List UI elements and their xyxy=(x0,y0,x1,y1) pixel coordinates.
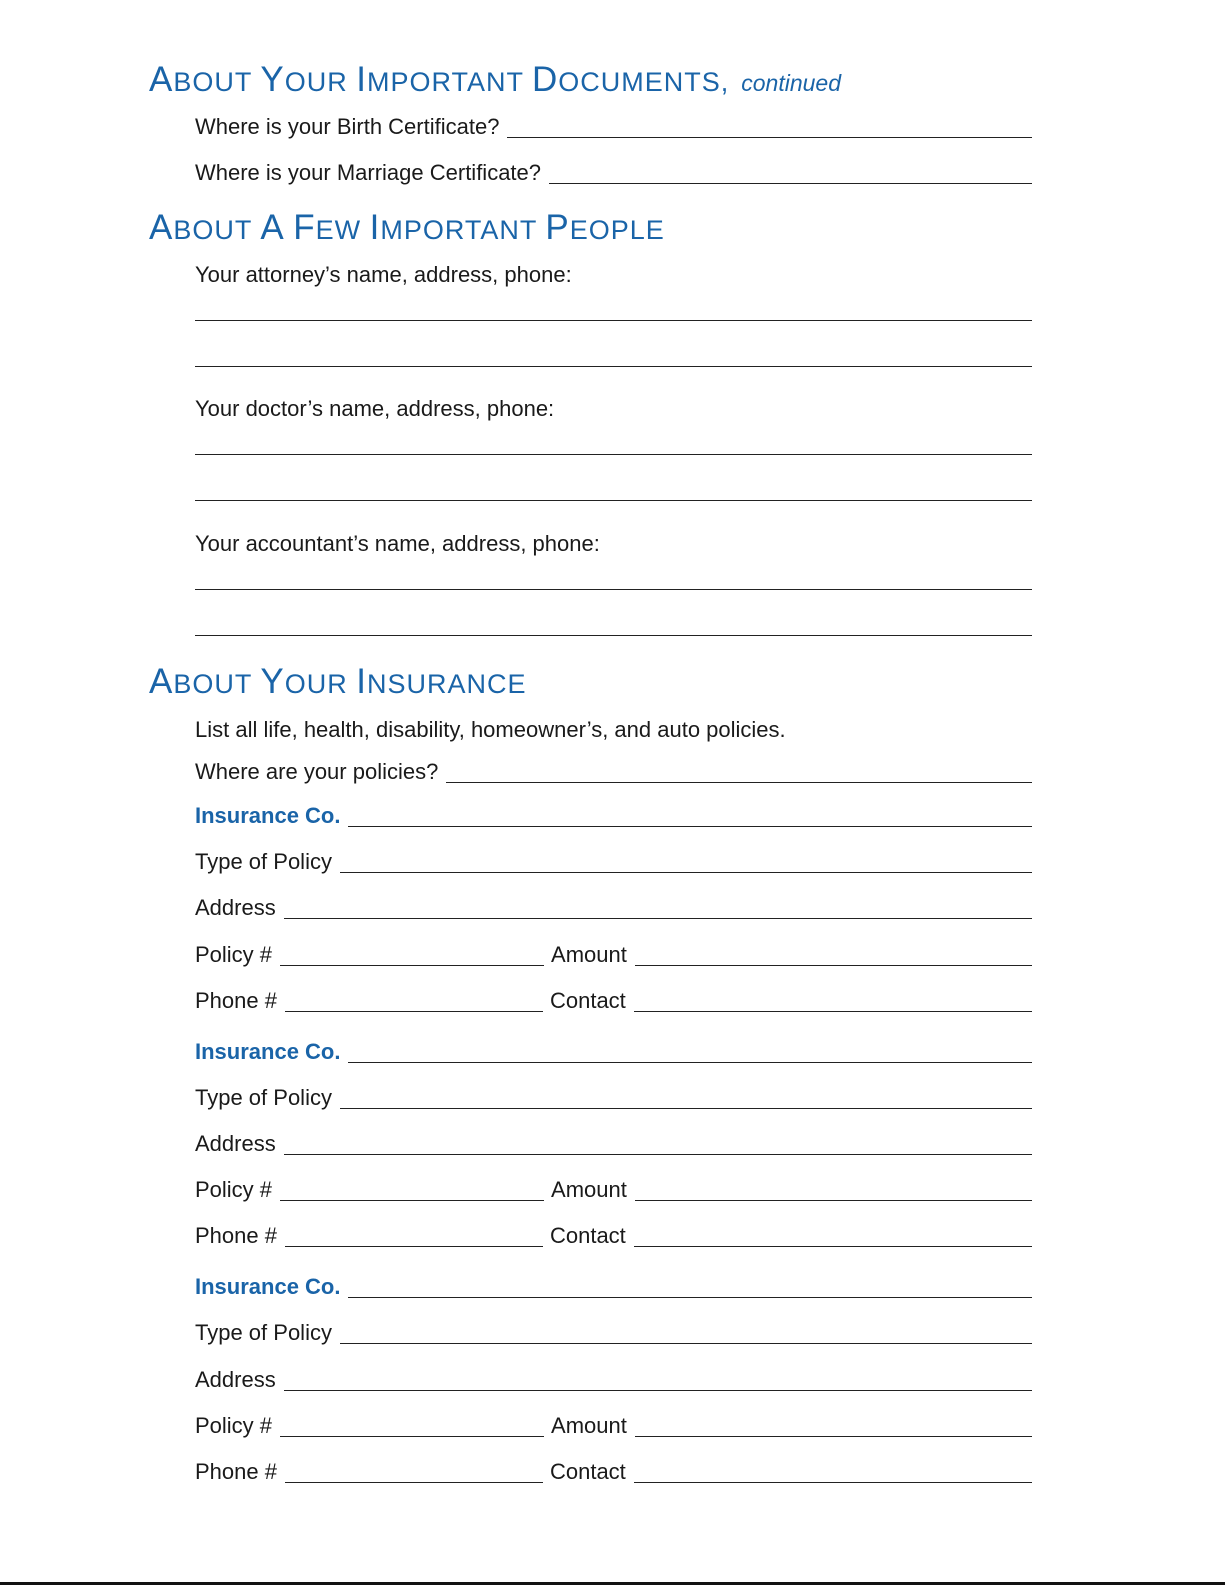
heading-part: P xyxy=(545,208,570,247)
policy-number-field[interactable] xyxy=(280,1199,544,1201)
heading-part: F xyxy=(293,208,316,247)
insurance-company-field[interactable] xyxy=(348,1296,1032,1298)
amount-label: Amount xyxy=(551,942,627,967)
heading-part: OUR xyxy=(284,67,357,97)
policy-type-field[interactable] xyxy=(340,871,1032,873)
heading-part: Y xyxy=(260,662,285,701)
doctor-label: Your doctor’s name, address, phone: xyxy=(195,396,555,421)
birth-certificate-field[interactable] xyxy=(507,136,1032,138)
birth-certificate-row xyxy=(195,110,1032,140)
policy-type-label: Type of Policy xyxy=(195,1320,332,1345)
insurance-company-row xyxy=(195,799,1032,829)
heading-part: BOUT xyxy=(173,215,261,245)
insurance-heading xyxy=(149,664,527,699)
policy-number-field[interactable] xyxy=(280,1435,544,1437)
policy-type-row xyxy=(195,1316,1032,1346)
policies-location-row xyxy=(195,755,1032,785)
policy-number-label: Policy # xyxy=(195,1177,273,1202)
policy-number-row xyxy=(195,938,1032,968)
policy-number-field[interactable] xyxy=(280,964,544,966)
phone-row xyxy=(195,1455,1032,1485)
heading-part xyxy=(285,215,294,245)
address-row xyxy=(195,1127,1032,1157)
phone-field[interactable] xyxy=(285,1010,543,1012)
address-row xyxy=(195,1363,1032,1393)
attorney-field-line-2[interactable] xyxy=(195,366,1032,367)
amount-field[interactable] xyxy=(635,964,1032,966)
address-label: Address xyxy=(195,1131,276,1156)
phone-row xyxy=(195,984,1032,1014)
heading-part: OUR xyxy=(284,669,357,699)
insurance-company-field[interactable] xyxy=(348,825,1032,827)
heading-part: A xyxy=(149,662,174,701)
policy-number-row xyxy=(195,1173,1032,1203)
address-label: Address xyxy=(195,1367,276,1392)
marriage-certificate-label: Where is your Marriage Certificate? xyxy=(195,160,542,185)
phone-label: Phone # xyxy=(195,1459,277,1484)
heading-part: A xyxy=(260,208,285,247)
heading-part: OCUMENTS, xyxy=(558,67,730,97)
heading-part: I xyxy=(356,662,367,701)
marriage-certificate-row xyxy=(195,156,1032,186)
marriage-certificate-field[interactable] xyxy=(549,182,1032,184)
heading-part: BOUT xyxy=(173,669,261,699)
attorney-field-line-1[interactable] xyxy=(195,320,1032,321)
phone-row xyxy=(195,1219,1032,1249)
heading-part: BOUT xyxy=(173,67,261,97)
heading-part: EW xyxy=(315,215,370,245)
contact-field[interactable] xyxy=(634,1245,1032,1247)
accountant-field-line-2[interactable] xyxy=(195,635,1032,636)
insurance-company-row xyxy=(195,1035,1032,1065)
policy-type-field[interactable] xyxy=(340,1107,1032,1109)
policy-type-label: Type of Policy xyxy=(195,1085,332,1110)
insurance-company-label: Insurance Co. xyxy=(195,1039,341,1064)
amount-label: Amount xyxy=(551,1177,627,1202)
doctor-field-line-1[interactable] xyxy=(195,454,1032,455)
insurance-instructions: List all life, health, disability, homeowner’s, and auto policies. xyxy=(195,717,786,742)
policy-type-field[interactable] xyxy=(340,1342,1032,1344)
insurance-company-row xyxy=(195,1270,1032,1300)
heading-part: A xyxy=(149,60,174,99)
contact-field[interactable] xyxy=(634,1010,1032,1012)
accountant-field-line-1[interactable] xyxy=(195,589,1032,590)
heading-part: Y xyxy=(260,60,285,99)
policies-location-field[interactable] xyxy=(446,781,1032,783)
accountant-label: Your accountant’s name, address, phone: xyxy=(195,531,600,556)
contact-field[interactable] xyxy=(634,1481,1032,1483)
policy-type-row xyxy=(195,845,1032,875)
amount-field[interactable] xyxy=(635,1199,1032,1201)
phone-field[interactable] xyxy=(285,1245,543,1247)
amount-field[interactable] xyxy=(635,1435,1032,1437)
address-row xyxy=(195,891,1032,921)
heading-part: EOPLE xyxy=(569,215,665,245)
insurance-company-label: Insurance Co. xyxy=(195,1274,341,1299)
heading-part: MPORTANT xyxy=(366,67,532,97)
heading-part: MPORTANT xyxy=(380,215,546,245)
heading-part: I xyxy=(369,208,381,247)
contact-label: Contact xyxy=(549,988,626,1013)
doctor-field-line-2[interactable] xyxy=(195,500,1032,501)
address-field[interactable] xyxy=(284,1153,1032,1155)
heading-part: NSURANCE xyxy=(366,669,527,699)
policies-location-label: Where are your policies? xyxy=(195,759,439,784)
phone-field[interactable] xyxy=(285,1481,543,1483)
birth-certificate-label: Where is your Birth Certificate? xyxy=(195,114,500,139)
policy-number-label: Policy # xyxy=(195,1413,273,1438)
phone-label: Phone # xyxy=(195,1223,277,1248)
policy-number-row xyxy=(195,1409,1032,1439)
contact-label: Contact xyxy=(549,1223,626,1248)
address-label: Address xyxy=(195,895,276,920)
attorney-label: Your attorney’s name, address, phone: xyxy=(195,262,572,287)
policy-type-label: Type of Policy xyxy=(195,849,332,874)
people-heading xyxy=(149,210,665,245)
heading-part: D xyxy=(531,60,559,99)
heading-part: I xyxy=(356,60,367,99)
address-field[interactable] xyxy=(284,1389,1032,1391)
phone-label: Phone # xyxy=(195,988,277,1013)
contact-label: Contact xyxy=(549,1459,626,1484)
insurance-company-field[interactable] xyxy=(348,1061,1032,1063)
policy-type-row xyxy=(195,1081,1032,1111)
policy-number-label: Policy # xyxy=(195,942,273,967)
address-field[interactable] xyxy=(284,917,1032,919)
insurance-company-label: Insurance Co. xyxy=(195,803,341,828)
amount-label: Amount xyxy=(551,1413,627,1438)
documents-heading xyxy=(149,62,841,97)
continued-label: continued xyxy=(741,70,842,96)
heading-part: A xyxy=(149,208,174,247)
